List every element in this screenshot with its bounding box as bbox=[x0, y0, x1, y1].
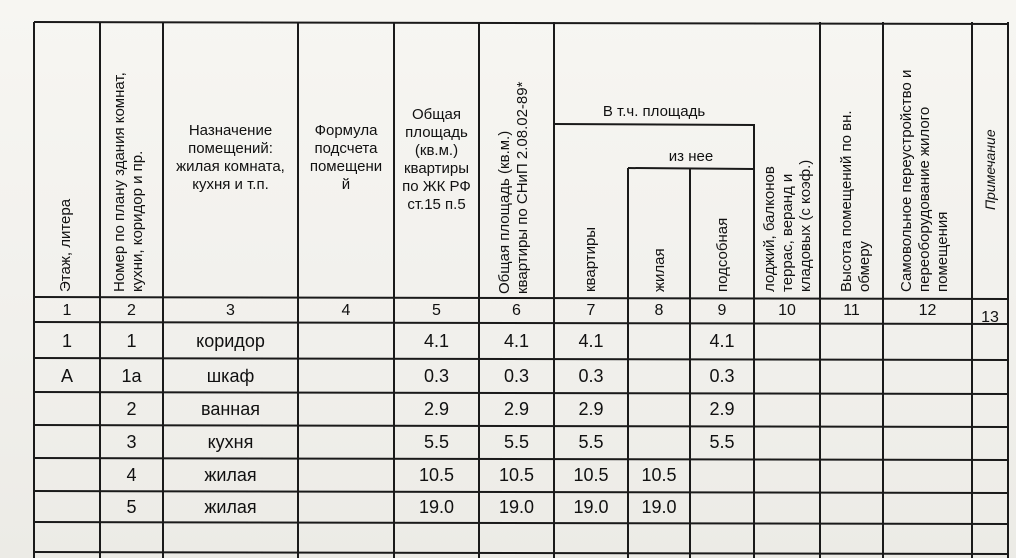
table-cell: 5.5 bbox=[709, 432, 735, 452]
header-area-formula-line: Формула bbox=[314, 122, 378, 139]
table-cell: кухня bbox=[207, 432, 254, 452]
header-total-area-line: ст.15 п.5 bbox=[407, 196, 466, 213]
table-cell: 4.1 bbox=[709, 330, 735, 351]
table-cell bbox=[628, 359, 690, 393]
table-cell bbox=[972, 492, 1008, 523]
table-cell: 5.5 bbox=[578, 432, 604, 452]
table-cell bbox=[690, 459, 754, 492]
table-cell bbox=[690, 492, 754, 523]
table-cell bbox=[754, 459, 820, 492]
header-room-purpose-line: кухня и т.п. bbox=[192, 176, 269, 193]
table-cell bbox=[34, 393, 100, 426]
table-cell: 4.1 bbox=[423, 330, 450, 351]
table-cell bbox=[883, 492, 972, 523]
table-cell: 2.9 bbox=[578, 399, 604, 419]
column-number-cell: 9 bbox=[717, 301, 727, 319]
header-area-formula bbox=[298, 118, 394, 198]
table-cell: 5.5 bbox=[503, 432, 530, 452]
header-alteration-line1: Самовольное переустройство и bbox=[898, 69, 915, 292]
header-room-height bbox=[838, 110, 874, 292]
header-total-area-line: квартиры bbox=[403, 160, 470, 177]
table-cell bbox=[972, 323, 1008, 359]
column-number-cell: 7 bbox=[586, 301, 596, 319]
table-cell: 1 bbox=[61, 330, 72, 351]
header-apartment-area: квартиры bbox=[582, 226, 599, 292]
table-cell: 5.5 bbox=[423, 432, 450, 452]
table-cell: 0.3 bbox=[503, 365, 530, 386]
header-room-purpose-line: жилая комната, bbox=[176, 158, 285, 175]
table-cell bbox=[754, 323, 820, 359]
header-total-area-line: Общая bbox=[411, 106, 462, 123]
header-room-number-line2: кухни, коридор и пр. bbox=[129, 150, 146, 292]
column-number-cell: 10 bbox=[778, 301, 796, 319]
table-cell bbox=[298, 359, 394, 393]
table-cell bbox=[628, 393, 690, 426]
header-unauthorized-alteration bbox=[898, 70, 952, 292]
table-cell: 4.1 bbox=[578, 330, 604, 351]
column-number-cell: 12 bbox=[918, 301, 937, 319]
table-cell: 2.9 bbox=[423, 399, 450, 419]
table-cell bbox=[754, 523, 820, 553]
header-subgroup-of-which: из нее bbox=[668, 148, 714, 165]
table-cell: 1а bbox=[121, 365, 142, 386]
header-room-height-line2: обмеру bbox=[856, 241, 873, 292]
table-cell bbox=[298, 459, 394, 492]
table-cell bbox=[883, 426, 972, 459]
table-cell bbox=[883, 459, 972, 492]
table-cell bbox=[34, 523, 100, 553]
table-cell: А bbox=[60, 365, 73, 386]
table-cell bbox=[754, 393, 820, 426]
header-total-area-line: (кв.м.) bbox=[414, 142, 459, 159]
column-number-cell: 6 bbox=[512, 301, 521, 319]
header-alteration-line2: переоборудование жилого bbox=[916, 106, 933, 292]
table-cell: жилая bbox=[204, 497, 257, 517]
header-auxiliary-area: подсобная bbox=[714, 217, 731, 292]
table-cell bbox=[972, 359, 1008, 393]
table-cell bbox=[628, 323, 690, 359]
table-cell: шкаф bbox=[206, 365, 255, 386]
header-total-area-line: площадь bbox=[405, 124, 468, 141]
table-cell bbox=[820, 523, 883, 553]
table-cell: 2.9 bbox=[709, 399, 735, 419]
header-room-number-line1: Номер по плану здания комнат, bbox=[111, 72, 128, 292]
table-cell: 10.5 bbox=[418, 465, 455, 485]
table-cell bbox=[820, 393, 883, 426]
header-total-area-snip-line2: квартиры по СНиП 2.08.02-89* bbox=[514, 81, 531, 294]
column-number-cell: 1 bbox=[62, 301, 72, 319]
table-cell: 0.3 bbox=[709, 365, 735, 386]
header-total-area-snip-line1: Общая площадь (кв.м.) bbox=[496, 130, 513, 294]
header-room-purpose-line: Назначение bbox=[188, 122, 273, 139]
header-area-formula-line: помещени bbox=[309, 158, 383, 175]
header-room-height-line1: Высота помещений по вн. bbox=[838, 110, 855, 292]
table-cell bbox=[754, 426, 820, 459]
table-cell bbox=[754, 492, 820, 523]
table-cell bbox=[820, 459, 883, 492]
table-cell: 1 bbox=[126, 330, 137, 351]
table-cell bbox=[479, 523, 554, 553]
header-loggias-line1: лоджий, балконов bbox=[761, 166, 778, 292]
table-cell: ванная bbox=[200, 399, 260, 419]
column-number-cell: 4 bbox=[341, 301, 351, 319]
table-cell bbox=[820, 426, 883, 459]
table-cell: 19.0 bbox=[573, 497, 609, 517]
header-room-purpose-line: помещений: bbox=[188, 140, 273, 157]
table-cell bbox=[820, 492, 883, 523]
header-area-formula-line: й bbox=[341, 176, 351, 193]
table-cell bbox=[820, 359, 883, 393]
column-number-cell: 5 bbox=[432, 301, 441, 319]
table-cell bbox=[34, 492, 100, 523]
table-cell: 0.3 bbox=[578, 365, 604, 386]
table-cell bbox=[298, 523, 394, 553]
table-cell bbox=[883, 359, 972, 393]
table-cell: 0.3 bbox=[423, 365, 450, 386]
table-cell bbox=[298, 393, 394, 426]
table-cell: 2.9 bbox=[503, 399, 530, 419]
table-cell: коридор bbox=[196, 330, 265, 351]
table-cell bbox=[163, 523, 298, 553]
column-number-cell: 13 bbox=[981, 308, 999, 323]
column-number-cell: 3 bbox=[226, 301, 235, 319]
table-cell bbox=[34, 426, 100, 459]
table-cell bbox=[883, 523, 972, 553]
column-number-cell: 8 bbox=[654, 301, 664, 319]
header-loggias-line3: кладовых (с коэф.) bbox=[797, 159, 814, 292]
table-cell: жилая bbox=[204, 465, 257, 485]
header-total-area-line: по ЖК РФ bbox=[402, 178, 471, 195]
table-cell: 4.1 bbox=[503, 330, 530, 351]
table-cell: 5 bbox=[126, 497, 137, 517]
table-cell bbox=[972, 459, 1008, 492]
table-cell bbox=[100, 523, 163, 553]
table-cell bbox=[554, 523, 628, 553]
table-cell: 3 bbox=[126, 432, 137, 452]
header-loggias-balconies bbox=[761, 160, 815, 292]
table-cell bbox=[628, 523, 690, 553]
table-cell bbox=[972, 523, 1008, 553]
table-cell bbox=[690, 523, 754, 553]
table-cell: 10.5 bbox=[498, 465, 535, 485]
table-cell bbox=[298, 323, 394, 359]
header-alteration-line3: помещения bbox=[934, 211, 951, 292]
header-area-formula-line: подсчета bbox=[314, 140, 378, 157]
header-floor-letter: Этаж, литера bbox=[57, 198, 74, 292]
table-cell bbox=[298, 426, 394, 459]
table-cell bbox=[820, 323, 883, 359]
table-cell bbox=[972, 426, 1008, 459]
header-living-area: жилая bbox=[651, 248, 668, 292]
table-cell: 4 bbox=[126, 465, 137, 485]
header-total-area-housing-code bbox=[394, 96, 479, 224]
table-cell bbox=[972, 393, 1008, 426]
table-cell bbox=[394, 523, 479, 553]
header-group-area: В т.ч. площадь bbox=[602, 103, 706, 120]
table-cell bbox=[298, 492, 394, 523]
table-cell bbox=[883, 323, 972, 359]
header-room-number bbox=[111, 72, 147, 292]
column-number-cell: 2 bbox=[127, 301, 136, 319]
header-loggias-line2: террас, веранд и bbox=[779, 173, 796, 292]
table-cell: 19.0 bbox=[498, 497, 535, 517]
table-cell: 19.0 bbox=[641, 497, 677, 517]
table-cell bbox=[628, 426, 690, 459]
table-cell: 10.5 bbox=[573, 465, 609, 485]
table-cell bbox=[754, 359, 820, 393]
header-room-purpose bbox=[163, 118, 298, 198]
table-cell: 10.5 bbox=[641, 465, 677, 485]
table-cell bbox=[883, 393, 972, 426]
table-cell: 2 bbox=[126, 399, 137, 419]
header-total-area-snip bbox=[496, 82, 532, 294]
table-cell bbox=[34, 459, 100, 492]
column-number-cell: 11 bbox=[843, 301, 860, 319]
table-cell: 19.0 bbox=[418, 497, 455, 517]
header-note: Примечание bbox=[982, 129, 998, 210]
